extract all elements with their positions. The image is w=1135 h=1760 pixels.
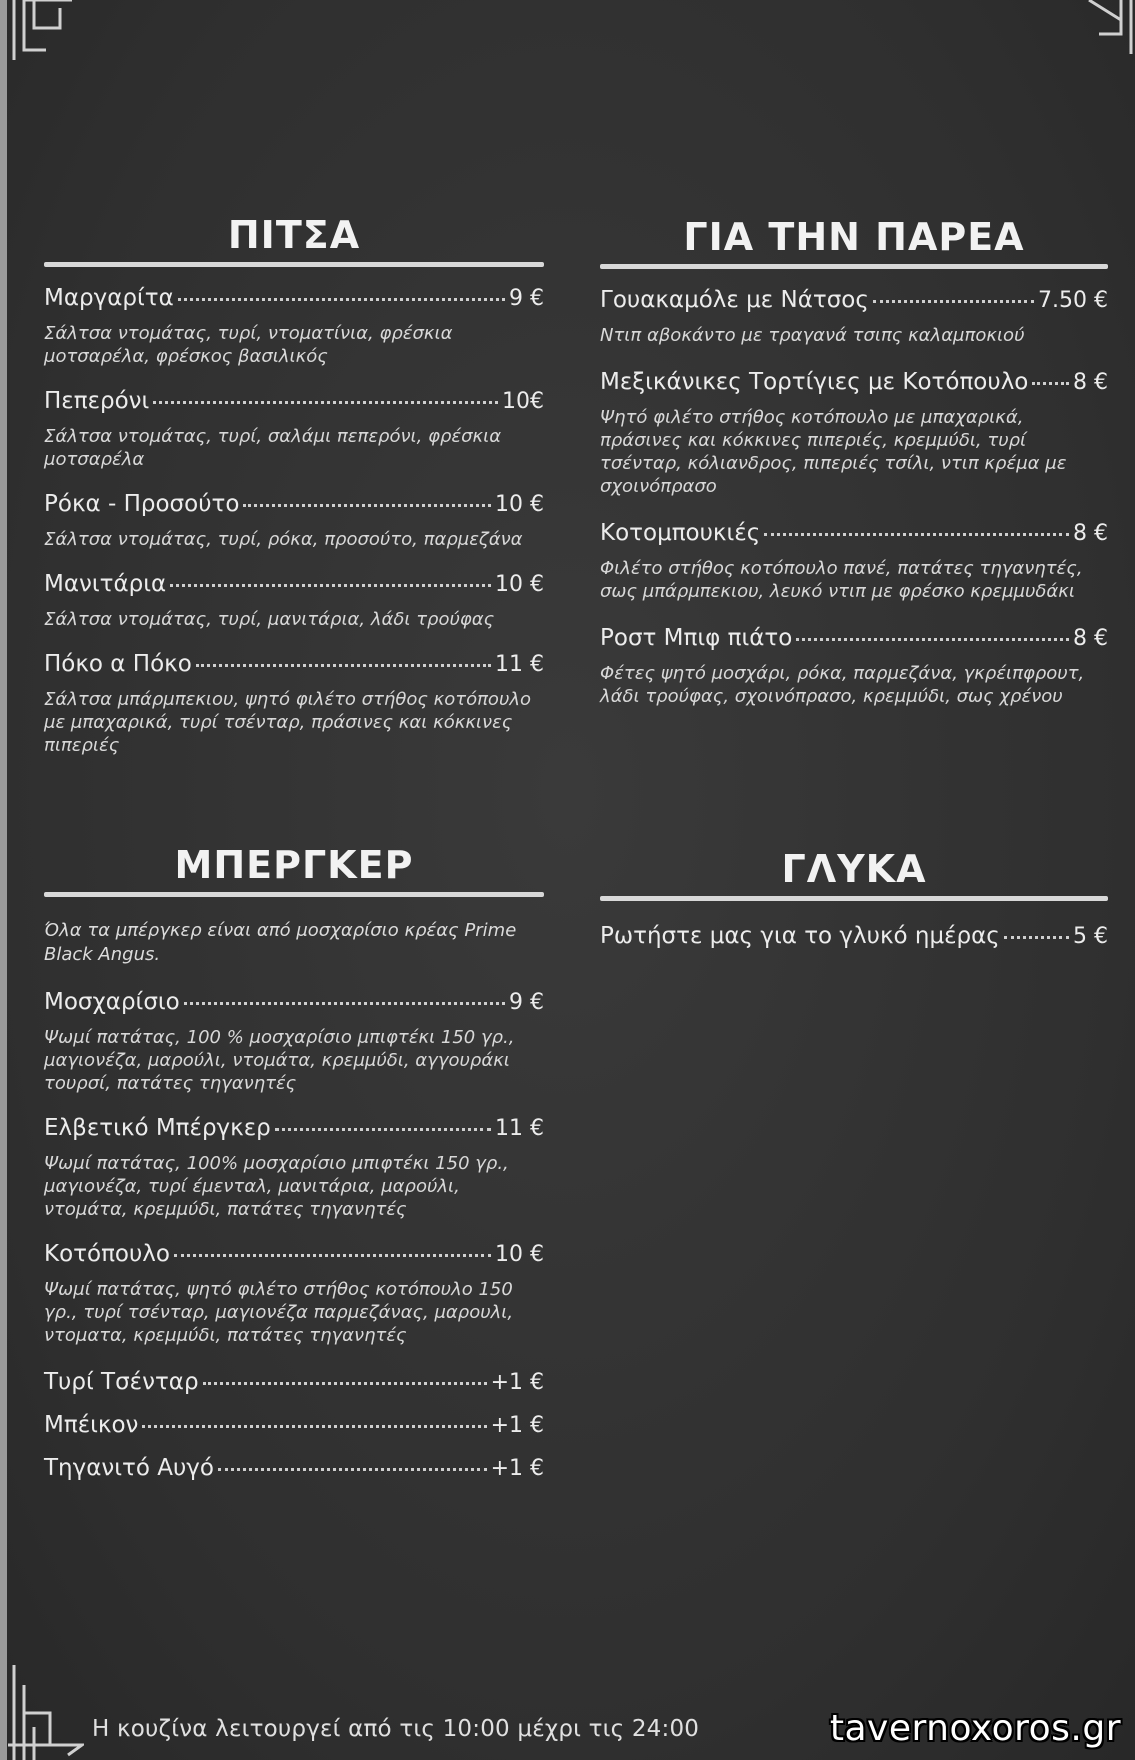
dot-leader <box>796 638 1069 641</box>
item-name: Ελβετικό Μπέργκερ <box>44 1115 271 1141</box>
menu-item <box>44 489 544 551</box>
item-description: Ψωμί πατάτας, 100% μοσχαρίσιο μπιφτέκι 150 γρ., μαγιονέζα, τυρί έμενταλ, μανιτάρια, μαρούλι, ντομάτα, κρεμμύδι, πατάτες τηγανητές <box>44 1153 509 1220</box>
item-price: 8 € <box>1073 626 1108 651</box>
item-description: Φιλέτο στήθος κοτόπουλο πανέ, πατάτες τηγανητές, σως μπάρμπεκιου, λευκό ντιπ με φρέσκο κρεμμυδάκι <box>600 558 1083 602</box>
menu-item <box>44 1113 544 1221</box>
menu-item <box>44 1239 544 1347</box>
dot-leader <box>142 1425 486 1428</box>
item-description: Σάλτσα ντομάτας, τυρί, ντοματίνια, φρέσκια μοτσαρέλα, φρέσκος βασιλικός <box>44 323 453 367</box>
item-name: Ροστ Μπιφ πιάτο <box>600 625 793 651</box>
extra-item <box>44 1453 544 1484</box>
section-title: ΓΙΑ ΤΗΝ ΠΑΡΕΑ <box>683 215 1025 259</box>
item-price: 10 € <box>495 572 544 597</box>
menu-item <box>600 518 1108 603</box>
item-price: +1 € <box>490 1456 544 1481</box>
dot-leader <box>218 1468 487 1471</box>
menu-item <box>44 386 544 471</box>
item-price: 10 € <box>495 492 544 517</box>
menu-item <box>44 569 544 631</box>
item-description: Ντιπ αβοκάντο με τραγανά τσιπς καλαμποκιού <box>600 325 1025 346</box>
item-price: 10 € <box>495 1242 544 1267</box>
dot-leader <box>178 298 505 301</box>
item-description: Ψητό φιλέτο στήθος κοτόπουλο με μπαχαρικά, πράσινες και κόκκινες πιπεριές, κρεμμύδι, τυρί τσένταρ, κόλιανδρος, πιπεριές τσίλι, ντιπ κρέμα με σχοινόπρασο <box>600 407 1067 497</box>
item-description: Φέτες ψητό μοσχάρι, ρόκα, παρμεζάνα, γκρέιπφρουτ, λάδι τρούφας, σχοινόπρασο, κρεμμύδι, σως χρένου <box>600 663 1085 707</box>
menu-item <box>600 285 1108 347</box>
section-divider <box>600 896 1108 901</box>
item-price: 5 € <box>1073 924 1108 949</box>
menu-item <box>600 623 1108 708</box>
item-price: 9 € <box>509 286 544 311</box>
item-description: Σάλτσα ντομάτας, τυρί, σαλάμι πεπερόνι, φρέσκια μοτσαρέλα <box>44 426 502 470</box>
item-name: Μεξικάνικες Τορτίγιες με Κοτόπουλο <box>600 369 1029 395</box>
section-intro: Όλα τα μπέργκερ είναι από μοσχαρίσιο κρέας Prime Black Angus. <box>44 920 517 965</box>
dot-leader <box>1004 936 1069 939</box>
left-border-line <box>0 0 7 1760</box>
item-description: Σάλτσα ντομάτας, τυρί, μανιτάρια, λάδι τρούφας <box>44 609 495 630</box>
item-name: Πεπερόνι <box>44 388 150 414</box>
dot-leader <box>1032 382 1069 385</box>
item-description: Σάλτσα ντομάτας, τυρί, ρόκα, προσούτο, παρμεζάνα <box>44 529 523 550</box>
item-price: 11 € <box>495 652 544 677</box>
section-divider <box>600 264 1108 269</box>
item-price: +1 € <box>490 1370 544 1395</box>
dot-leader <box>184 1002 505 1005</box>
item-name: Μαργαρίτα <box>44 285 174 311</box>
item-price: 8 € <box>1073 521 1108 546</box>
menu-item <box>44 283 544 368</box>
item-name: Τηγανιτό Αυγό <box>44 1455 214 1481</box>
burger-section <box>44 842 544 1484</box>
menu-item <box>600 367 1108 498</box>
section-divider <box>44 892 544 897</box>
dot-leader <box>174 1254 491 1257</box>
glyka-section <box>600 846 1108 952</box>
item-price: 10€ <box>502 389 544 414</box>
item-name: Ρόκα - Προσούτο <box>44 491 240 517</box>
extra-item <box>44 1367 544 1398</box>
dot-leader <box>196 664 491 667</box>
item-name: Ρωτήστε μας για το γλυκό ημέρας <box>600 923 1000 949</box>
dot-leader <box>203 1382 487 1385</box>
menu-item <box>44 649 544 757</box>
dot-leader <box>275 1128 491 1131</box>
item-description: Σάλτσα μπάρμπεκιου, ψητό φιλέτο στήθος κοτόπουλο με μπαχαρικά, τυρί τσένταρ, πράσινες και κόκκινες πιπεριές <box>44 689 532 756</box>
item-price: +1 € <box>490 1413 544 1438</box>
item-price: 11 € <box>495 1116 544 1141</box>
dot-leader <box>153 401 498 404</box>
left-column <box>44 0 544 1760</box>
menu-item <box>600 921 1108 952</box>
item-description: Ψωμί πατάτας, ψητό φιλέτο στήθος κοτόπουλο 150 γρ., τυρί τσένταρ, μαγιονέζα παρμεζάνας, μαρουλι, ντοματα, κρεμμύδι, πατάτες τηγανητές <box>44 1279 514 1346</box>
extra-item <box>44 1410 544 1441</box>
section-divider <box>44 262 544 267</box>
item-name: Μπέικον <box>44 1412 139 1438</box>
item-name: Μανιτάρια <box>44 571 167 597</box>
item-name: Πόκο α Πόκο <box>44 651 192 677</box>
section-title: ΓΛΥΚΑ <box>781 847 927 891</box>
parea-section <box>600 214 1108 708</box>
item-name: Μοσχαρίσιο <box>44 989 180 1015</box>
item-price: 9 € <box>509 990 544 1015</box>
item-price: 7.50 € <box>1038 288 1108 313</box>
pizza-section <box>44 212 544 757</box>
right-column <box>600 0 1108 1760</box>
dot-leader <box>764 533 1069 536</box>
item-name: Κοτόπουλο <box>44 1241 170 1267</box>
item-name: Κοτομπουκιές <box>600 520 761 546</box>
item-price: 8 € <box>1073 370 1108 395</box>
item-name: Τυρί Τσένταρ <box>44 1369 199 1395</box>
kitchen-hours-note: Η κουζίνα λειτουργεί από τις 10:00 μέχρι τις 24:00 <box>92 1716 700 1742</box>
dot-leader <box>170 584 491 587</box>
menu-item <box>44 987 544 1095</box>
item-description: Ψωμί πατάτας, 100 % μοσχαρίσιο μπιφτέκι 150 γρ., μαγιονέζα, μαρούλι, ντομάτα, κρεμμύδι, αγγουράκι τουρσί, πατάτες τηγανητές <box>44 1027 515 1094</box>
site-watermark: tavernoxoros.gr <box>829 1708 1121 1749</box>
dot-leader <box>873 300 1034 303</box>
section-title: ΜΠΕΡΓΚΕΡ <box>174 843 414 887</box>
item-name: Γουακαμόλε με Νάτσος <box>600 287 869 313</box>
dot-leader <box>243 504 491 507</box>
section-title: ΠΙΤΣΑ <box>227 213 361 257</box>
